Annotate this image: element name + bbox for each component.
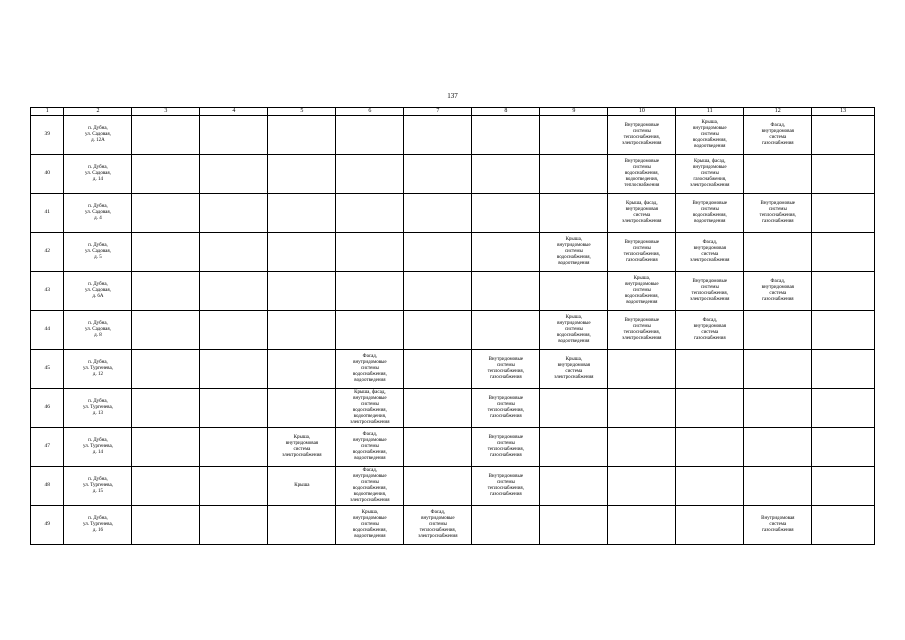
work-type-cell (404, 389, 472, 428)
work-type-cell (744, 467, 812, 506)
work-type-cell (404, 116, 472, 155)
work-type-cell (132, 272, 200, 311)
work-type-cell: Внутридомовые системы теплоснабжения, газоснабжения (744, 194, 812, 233)
work-type-cell (744, 428, 812, 467)
work-type-cell: Внутридомовые системы теплоснабжения, газоснабжения (608, 233, 676, 272)
work-type-cell (200, 389, 268, 428)
work-type-cell (744, 155, 812, 194)
address-cell: п. Дубна, ул. Садовая, д. 8 (64, 311, 132, 350)
column-header: 6 (336, 108, 404, 116)
work-type-cell (812, 389, 875, 428)
work-type-cell (336, 233, 404, 272)
work-type-cell (812, 506, 875, 545)
work-type-cell (268, 155, 336, 194)
work-type-cell (268, 350, 336, 389)
work-type-cell (132, 155, 200, 194)
work-type-cell (200, 506, 268, 545)
work-type-cell: Крыша, внутридомовые системы водоснабжения, водоотведения (336, 506, 404, 545)
work-type-cell (336, 311, 404, 350)
work-type-cell (132, 350, 200, 389)
work-type-cell (812, 233, 875, 272)
work-type-cell: Фасад, внутридомовые системы теплоснабжения, электроснабжения (404, 506, 472, 545)
work-type-cell (812, 155, 875, 194)
column-header: 13 (812, 108, 875, 116)
work-type-cell (676, 467, 744, 506)
column-header: 7 (404, 108, 472, 116)
table-row (31, 506, 875, 545)
row-number: 43 (31, 272, 64, 311)
work-type-cell: Внутридомовые системы теплоснабжения, электроснабжения (608, 116, 676, 155)
address-cell: п. Дубна, ул. Садовая, д. 14 (64, 155, 132, 194)
column-header: 9 (540, 108, 608, 116)
work-type-cell (540, 389, 608, 428)
work-type-cell (336, 194, 404, 233)
work-type-cell (132, 467, 200, 506)
work-type-cell (472, 194, 540, 233)
work-type-cell (268, 194, 336, 233)
work-type-cell (200, 350, 268, 389)
work-type-cell (540, 272, 608, 311)
work-type-cell (268, 506, 336, 545)
address-cell: п. Дубна, ул. Садовая, д. 6А (64, 272, 132, 311)
table-row (31, 467, 875, 506)
row-number: 42 (31, 233, 64, 272)
work-type-cell (200, 233, 268, 272)
work-type-cell: Фасад, внутридомовые системы водоснабжения, водоотведения (336, 350, 404, 389)
work-type-cell (404, 350, 472, 389)
work-type-cell: Фасад, внутридомовые системы водоснабжения, водоотведения, электроснабжения (336, 467, 404, 506)
work-type-cell (472, 116, 540, 155)
work-type-cell: Крыша, фасад, внутридомовая система электроснабжения (608, 194, 676, 233)
work-type-cell: Крыша, фасад, внутридомовые системы водоснабжения, водоотведения, электроснабжения (336, 389, 404, 428)
work-type-cell: Фасад, внутридомовая система электроснабжения (676, 233, 744, 272)
row-number: 46 (31, 389, 64, 428)
column-header-row (31, 108, 875, 116)
work-type-cell (472, 233, 540, 272)
work-type-cell (676, 428, 744, 467)
work-type-cell: Внутридомовые системы теплоснабжения, газоснабжения (472, 428, 540, 467)
work-type-cell (404, 155, 472, 194)
work-type-cell (404, 428, 472, 467)
table-row (31, 428, 875, 467)
work-type-cell (676, 389, 744, 428)
work-type-cell (404, 233, 472, 272)
work-type-cell (132, 116, 200, 155)
work-type-cell (540, 155, 608, 194)
row-number: 44 (31, 311, 64, 350)
row-number: 47 (31, 428, 64, 467)
work-type-cell: Фасад, внутридомовая система газоснабжения (744, 272, 812, 311)
address-cell: п. Дубна, ул. Тургенева, д. 14 (64, 428, 132, 467)
work-type-cell (200, 272, 268, 311)
work-type-cell (132, 194, 200, 233)
work-type-cell (404, 194, 472, 233)
work-type-cell (608, 467, 676, 506)
work-type-cell: Внутридомовые системы водоснабжения, водоотведения (676, 194, 744, 233)
work-type-cell (540, 467, 608, 506)
work-type-cell (472, 272, 540, 311)
work-type-cell (812, 350, 875, 389)
address-cell: п. Дубна, ул. Тургенева, д. 16 (64, 506, 132, 545)
work-type-cell: Внутридомовые системы водоснабжения, водоотведения, теплоснабжения (608, 155, 676, 194)
work-type-cell: Крыша, внутридомовая система электроснабжения (540, 350, 608, 389)
column-header: 11 (676, 108, 744, 116)
table-row (31, 389, 875, 428)
work-type-cell (404, 272, 472, 311)
work-type-cell: Крыша, внутридомовые системы водоснабжения, водоотведения (676, 116, 744, 155)
work-type-cell (608, 389, 676, 428)
work-type-cell (608, 506, 676, 545)
table-row (31, 272, 875, 311)
work-type-cell (608, 428, 676, 467)
work-type-cell (336, 155, 404, 194)
work-type-cell (540, 194, 608, 233)
table-row (31, 233, 875, 272)
work-type-cell (540, 116, 608, 155)
repair-schedule-table (30, 107, 875, 545)
address-cell: п. Дубна, ул. Садовая, д. 4 (64, 194, 132, 233)
work-type-cell (268, 389, 336, 428)
address-cell: п. Дубна, ул. Тургенева, д. 13 (64, 389, 132, 428)
work-type-cell: Крыша, внутридомовые системы водоснабжения, водоотведения (608, 272, 676, 311)
column-header: 8 (472, 108, 540, 116)
work-type-cell (200, 155, 268, 194)
work-type-cell (200, 311, 268, 350)
work-type-cell (812, 467, 875, 506)
work-type-cell (676, 350, 744, 389)
work-type-cell (540, 506, 608, 545)
work-type-cell (404, 311, 472, 350)
row-number: 48 (31, 467, 64, 506)
work-type-cell (336, 272, 404, 311)
work-type-cell (132, 233, 200, 272)
table-row (31, 116, 875, 155)
work-type-cell: Фасад, внутридомовая система газоснабжения (676, 311, 744, 350)
column-header: 2 (64, 108, 132, 116)
work-type-cell (812, 272, 875, 311)
work-type-cell (472, 506, 540, 545)
table-row (31, 350, 875, 389)
work-type-cell (812, 194, 875, 233)
row-number: 45 (31, 350, 64, 389)
address-cell: п. Дубна, ул. Тургенева, д. 15 (64, 467, 132, 506)
column-header: 12 (744, 108, 812, 116)
work-type-cell (744, 311, 812, 350)
work-type-cell (268, 311, 336, 350)
address-cell: п. Дубна, ул. Садовая, д. 5 (64, 233, 132, 272)
work-type-cell: Внутридомовые системы теплоснабжения, электроснабжения (676, 272, 744, 311)
column-header: 5 (268, 108, 336, 116)
work-type-cell: Крыша, внутридомовые системы водоснабжения, водоотведения (540, 311, 608, 350)
work-type-cell (268, 272, 336, 311)
work-type-cell (540, 428, 608, 467)
table-row (31, 155, 875, 194)
work-type-cell (744, 233, 812, 272)
work-type-cell (472, 311, 540, 350)
work-type-cell (472, 155, 540, 194)
work-type-cell (132, 428, 200, 467)
row-number: 39 (31, 116, 64, 155)
table-row (31, 311, 875, 350)
work-type-cell (744, 350, 812, 389)
row-number: 49 (31, 506, 64, 545)
column-header: 3 (132, 108, 200, 116)
column-header: 10 (608, 108, 676, 116)
column-header: 1 (31, 108, 64, 116)
work-type-cell: Внутридомовая система газоснабжения (744, 506, 812, 545)
work-type-cell (812, 116, 875, 155)
work-type-cell (744, 389, 812, 428)
work-type-cell (200, 428, 268, 467)
work-type-cell (812, 311, 875, 350)
work-type-cell (404, 467, 472, 506)
work-type-cell: Внутридомовые системы теплоснабжения, газоснабжения (472, 350, 540, 389)
work-type-cell (132, 389, 200, 428)
work-type-cell: Крыша, фасад, внутридомовые системы газоснабжения, электроснабжения (676, 155, 744, 194)
work-type-cell (812, 428, 875, 467)
address-cell: п. Дубна, ул. Тургенева, д. 12 (64, 350, 132, 389)
work-type-cell: Крыша (268, 467, 336, 506)
table-row (31, 194, 875, 233)
work-type-cell (608, 350, 676, 389)
work-type-cell (200, 194, 268, 233)
work-type-cell (200, 116, 268, 155)
work-type-cell: Фасад, внутридомовая система газоснабжения (744, 116, 812, 155)
work-type-cell (676, 506, 744, 545)
work-type-cell: Крыша, внутридомовые системы водоснабжения, водоотведения (540, 233, 608, 272)
column-header: 4 (200, 108, 268, 116)
work-type-cell: Внутридомовые системы теплоснабжения, электроснабжения (608, 311, 676, 350)
work-type-cell: Внутридомовые системы теплоснабжения, газоснабжения (472, 389, 540, 428)
row-number: 41 (31, 194, 64, 233)
work-type-cell (132, 506, 200, 545)
work-type-cell (268, 116, 336, 155)
address-cell: п. Дубна, ул. Садовая, д. 12А (64, 116, 132, 155)
page-number: 137 (447, 92, 458, 100)
work-type-cell (132, 311, 200, 350)
work-type-cell (268, 233, 336, 272)
work-type-cell: Крыша, внутридомовая система электроснабжения (268, 428, 336, 467)
work-type-cell (336, 116, 404, 155)
work-type-cell (200, 467, 268, 506)
work-type-cell: Фасад, внутридомовые системы водоснабжения, водоотведения (336, 428, 404, 467)
row-number: 40 (31, 155, 64, 194)
work-type-cell: Внутридомовые системы теплоснабжения, газоснабжения (472, 467, 540, 506)
